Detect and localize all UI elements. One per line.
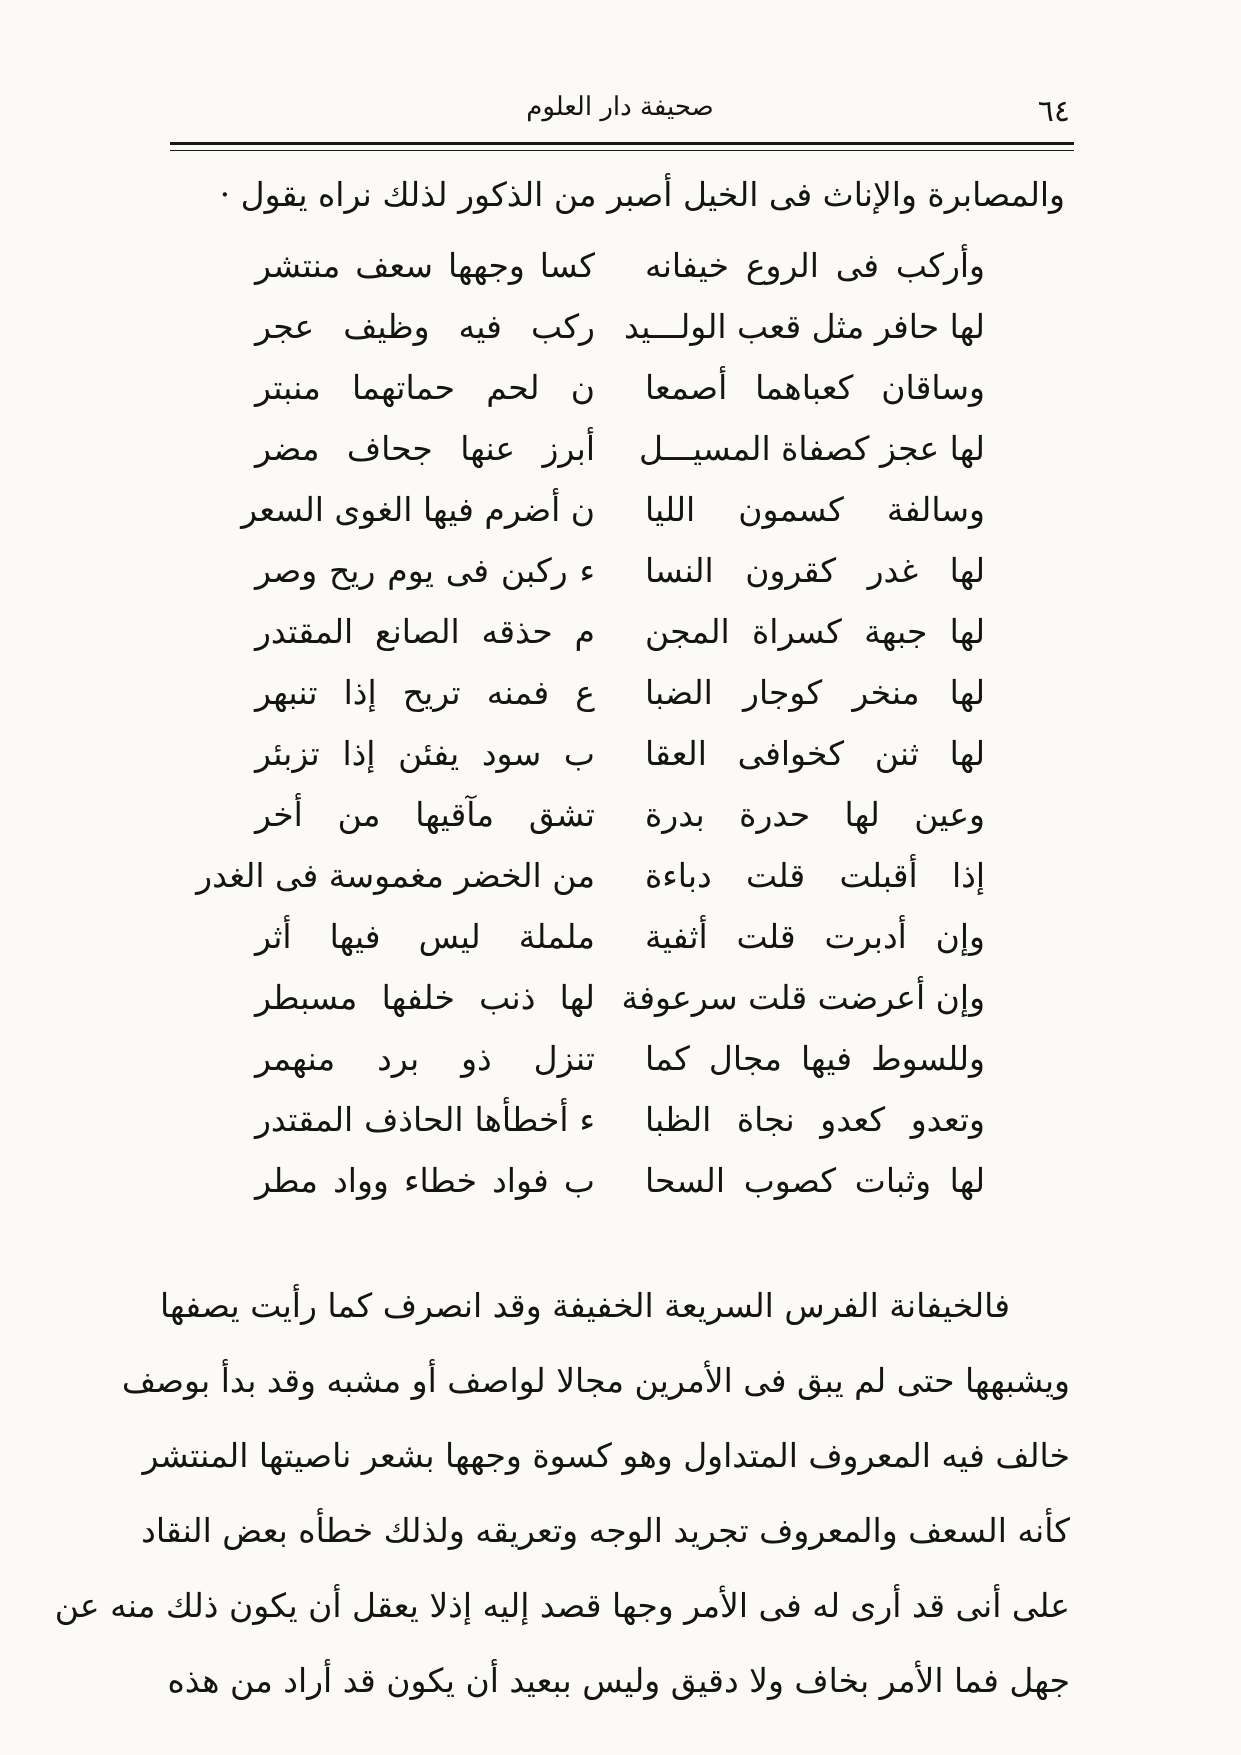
verse [196,850,985,902]
verse-first-hemistich: لها وثبات كصوب السحا [645,1161,985,1200]
verse [255,423,985,475]
verse-first-hemistich: لها غدر كقرون النسا [645,551,985,590]
verse-second-hemistich: كسا وجهها سعف منتشر [255,246,595,285]
verse [255,1033,985,1085]
verse-second-hemistich: ململة ليس فيها أثر [255,917,595,956]
verse-second-hemistich: ن لحم حماتهما منبتر [255,368,595,407]
verse-first-hemistich: وللسوط فيها مجال كما [645,1039,985,1078]
verse-second-hemistich: ع فمنه تريح إذا تنبهر [255,673,595,712]
verse [255,362,985,414]
verse-second-hemistich: لها ذنب خلفها مسبطر [255,978,595,1017]
verse [255,1155,985,1207]
verse-first-hemistich: وأركب فى الروع خيفانه [645,246,985,285]
paragraph-line: فالخيفانة الفرس السريعة الخفيفة وقد انصرف كما رأيت يصفها [159,1286,1010,1325]
running-title: صحيفة دار العلوم [526,92,714,122]
verse-first-hemistich: لها ثنن كخوافى العقا [645,734,985,773]
verse-first-hemistich: وعين لها حدرة بدرة [645,795,985,834]
verse-first-hemistich: وسالفة كسمون الليا [645,490,985,529]
verse-second-hemistich: ن أضرم فيها الغوى السعر [241,490,595,529]
verse-second-hemistich: ء ركبن فى يوم ريح وصر [255,551,595,590]
verse-first-hemistich: وساقان كعباهما أصمعا [645,368,985,407]
verse [255,1094,985,1146]
paragraph-line: كأنه السعف والمعروف تجريد الوجه وتعريقه ولذلك خطأه بعض النقاد [141,1511,1070,1550]
verse [255,606,985,658]
verse-second-hemistich: من الخضر مغموسة فى الغدر [196,856,595,895]
verse [255,789,985,841]
verse-second-hemistich: م حذقه الصانع المقتدر [255,612,595,651]
verse [255,240,985,292]
paragraph-line: جهل فما الأمر بخاف ولا دقيق وليس ببعيد أن يكون قد أراد من هذه [167,1661,1070,1700]
page-header [170,86,1070,136]
verse [255,545,985,597]
verse-second-hemistich: تنزل ذو برد منهمر [255,1039,595,1078]
verse-second-hemistich: ركب فيه وظيف عجر [255,307,595,346]
verse-first-hemistich: لها عجز كصفاة المسيـــل [638,429,985,468]
verse-second-hemistich: تشق مآقيها من أخر [255,795,595,834]
verse-second-hemistich: ب سود يفئن إذا تزبئر [255,734,595,773]
page-number: ٦٤ [1037,94,1070,129]
verse-second-hemistich: ء أخطأها الحاذف المقتدر [255,1100,595,1139]
verse [255,301,985,353]
verse [255,728,985,780]
verse-first-hemistich: إذا أقبلت قلت دباءة [645,856,985,895]
verse-first-hemistich: وإن أعرضت قلت سرعوفة [621,978,985,1017]
verse [255,972,985,1024]
verse [241,484,985,536]
header-rule-thin [170,150,1074,151]
verse-first-hemistich: لها جبهة كسراة المجن [645,612,985,651]
header-rule-thick [170,142,1074,145]
intro-line: والمصابرة والإناث فى الخيل أصبر من الذكور لذلك نراه يقول · [219,175,1065,214]
verse-second-hemistich: ب فواد خطاء وواد مطر [255,1161,595,1200]
verse [255,911,985,963]
verse [255,667,985,719]
paragraph-line: ويشبهها حتى لم يبق فى الأمرين مجالا لواصف أو مشبه وقد بدأ بوصف [121,1361,1070,1400]
paragraph-line: على أنى قد أرى له فى الأمر وجها قصد إليه إذلا يعقل أن يكون ذلك منه عن [54,1586,1070,1625]
verse-first-hemistich: لها حافر مثل قعب الولـــيد [623,307,985,346]
verse-second-hemistich: أبرز عنها جحاف مضر [255,429,595,468]
verse-first-hemistich: وتعدو كعدو نجاة الظبا [645,1100,985,1139]
verse-first-hemistich: وإن أدبرت قلت أثفية [645,917,985,956]
paragraph-line: خالف فيه المعروف المتداول وهو كسوة وجهها بشعر ناصيتها المنتشر [142,1436,1070,1475]
verse-first-hemistich: لها منخر كوجار الضبا [645,673,985,712]
